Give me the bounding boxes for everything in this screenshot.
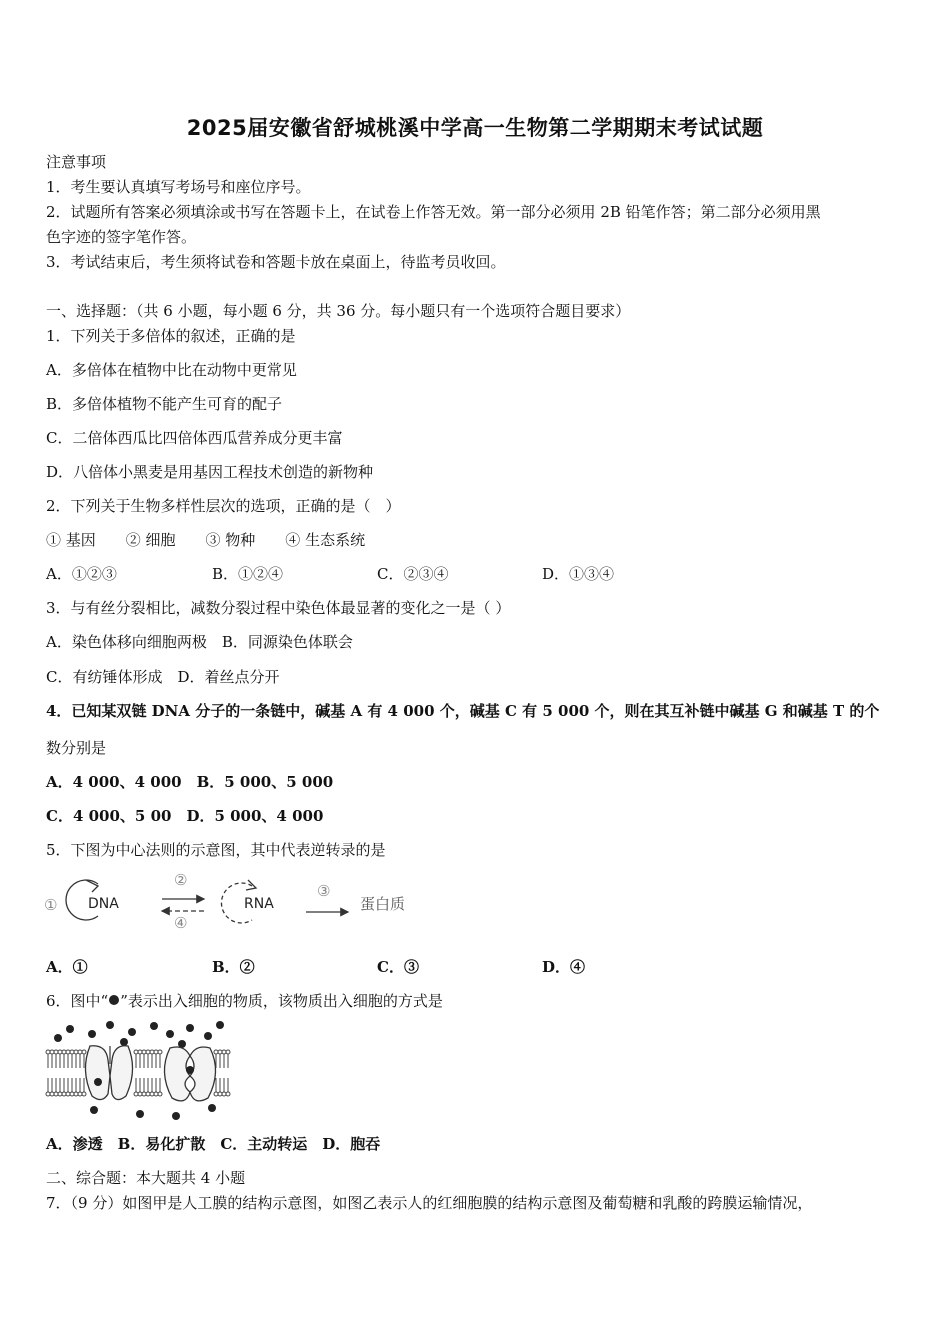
q1-option-c: C．二倍体西瓜比四倍体西瓜营养成分更丰富 — [46, 429, 343, 447]
q7-stem: 7．（9 分）如图甲是人工膜的结构示意图，如图乙表示人的红细胞膜的结构示意图及葡萄糖和乳酸的跨膜运输情况， — [46, 1194, 813, 1212]
q2-levels: ① 基因 ② 细胞 ③ 物种 ④ 生态系统 — [46, 531, 366, 549]
notice-item-3: 3．考试结束后，考生须将试卷和答题卡放在桌面上，待监考员收回。 — [46, 253, 506, 271]
q4-stem: 4．已知某双链 DNA 分子的一条链中，碱基 A 有 4 000 个，碱基 C 有 5 000 个，则在其互补链中碱基 G 和碱基 T 的个 — [46, 702, 880, 720]
channel-protein-left — [85, 1046, 132, 1100]
q2-option-b: B．①②④ — [212, 565, 284, 583]
q5-option-a: A．① — [46, 958, 88, 976]
diagram-label-3: ③ — [317, 882, 331, 900]
diagram-label-4: ④ — [174, 914, 188, 932]
protein-label: 蛋白质 — [360, 895, 406, 913]
q1-option-b: B．多倍体植物不能产生可育的配子 — [46, 395, 283, 413]
q5-option-c: C．③ — [377, 958, 419, 976]
notice-item-2: 2．试题所有答案必须填涂或书写在答题卡上，在试卷上作答无效。第一部分必须用 2B 铅笔作答；第二部分必须用黑 — [46, 203, 821, 221]
q4-options-cd: C．4 000、5 00 D．5 000、4 000 — [46, 807, 324, 825]
q4-stem-cont: 数分别是 — [46, 739, 107, 757]
q6-stem-pre: 6．图中“ — [46, 992, 109, 1010]
q3-options-ab: A．染色体移向细胞两极 B．同源染色体联会 — [46, 633, 353, 651]
q3-stem: 3．与有丝分裂相比，减数分裂过程中染色体最显著的变化之一是（ ） — [46, 599, 511, 617]
q3-options-cd: C．有纺锤体形成 D．着丝点分开 — [46, 668, 280, 686]
outside-molecules — [54, 1021, 224, 1048]
q2-option-d: D．①③④ — [542, 565, 615, 583]
q5-option-d: D．④ — [542, 958, 586, 976]
notice-heading: 注意事项 — [46, 153, 107, 171]
rna-label: RNA — [244, 896, 274, 912]
section1-heading: 一、选择题：（共 6 小题，每小题 6 分，共 36 分。每小题只有一个选项符合题目要求） — [46, 302, 631, 320]
dna-replication-arrowhead — [86, 880, 98, 892]
q1-option-d: D．八倍体小黑麦是用基因工程技术创造的新物种 — [46, 463, 374, 481]
q5-stem: 5．下图为中心法则的示意图，其中代表逆转录的是 — [46, 841, 386, 859]
page-title: 2025届安徽省舒城桃溪中学高一生物第二学期期末考试试题 — [186, 116, 764, 140]
notice-item-2-cont: 色字迹的签字笔作答。 — [46, 228, 197, 246]
section2-heading: 二、综合题：本大题共 4 小题 — [46, 1169, 246, 1187]
q5-option-b: B．② — [212, 958, 255, 976]
q6-stem — [46, 990, 443, 1012]
q6-stem-post: ”表示出入细胞的物质，该物质出入细胞的方式是 — [120, 992, 443, 1010]
carrier-protein-right — [164, 1047, 215, 1101]
q6-options: A．渗透 B．易化扩散 C．主动转运 D．胞吞 — [46, 1135, 381, 1153]
q2-option-c: C．②③④ — [377, 565, 449, 583]
membrane-diagram — [44, 1020, 234, 1122]
q1-stem: 1．下列关于多倍体的叙述，正确的是 — [46, 327, 296, 345]
q2-option-a: A．①②③ — [46, 565, 117, 583]
central-dogma-diagram — [40, 866, 420, 934]
diagram-label-1: ① — [44, 896, 58, 914]
substance-dot-icon — [109, 995, 119, 1005]
q4-options-ab: A．4 000、4 000 B．5 000、5 000 — [46, 773, 334, 791]
q1-option-a: A．多倍体在植物中比在动物中更常见 — [46, 361, 297, 379]
inside-molecules — [90, 1104, 216, 1120]
q2-stem: 2．下列关于生物多样性层次的选项，正确的是（ ） — [46, 497, 401, 515]
dna-label: DNA — [88, 896, 119, 912]
diagram-label-2: ② — [174, 871, 188, 889]
notice-item-1: 1．考生要认真填写考场号和座位序号。 — [46, 178, 311, 196]
